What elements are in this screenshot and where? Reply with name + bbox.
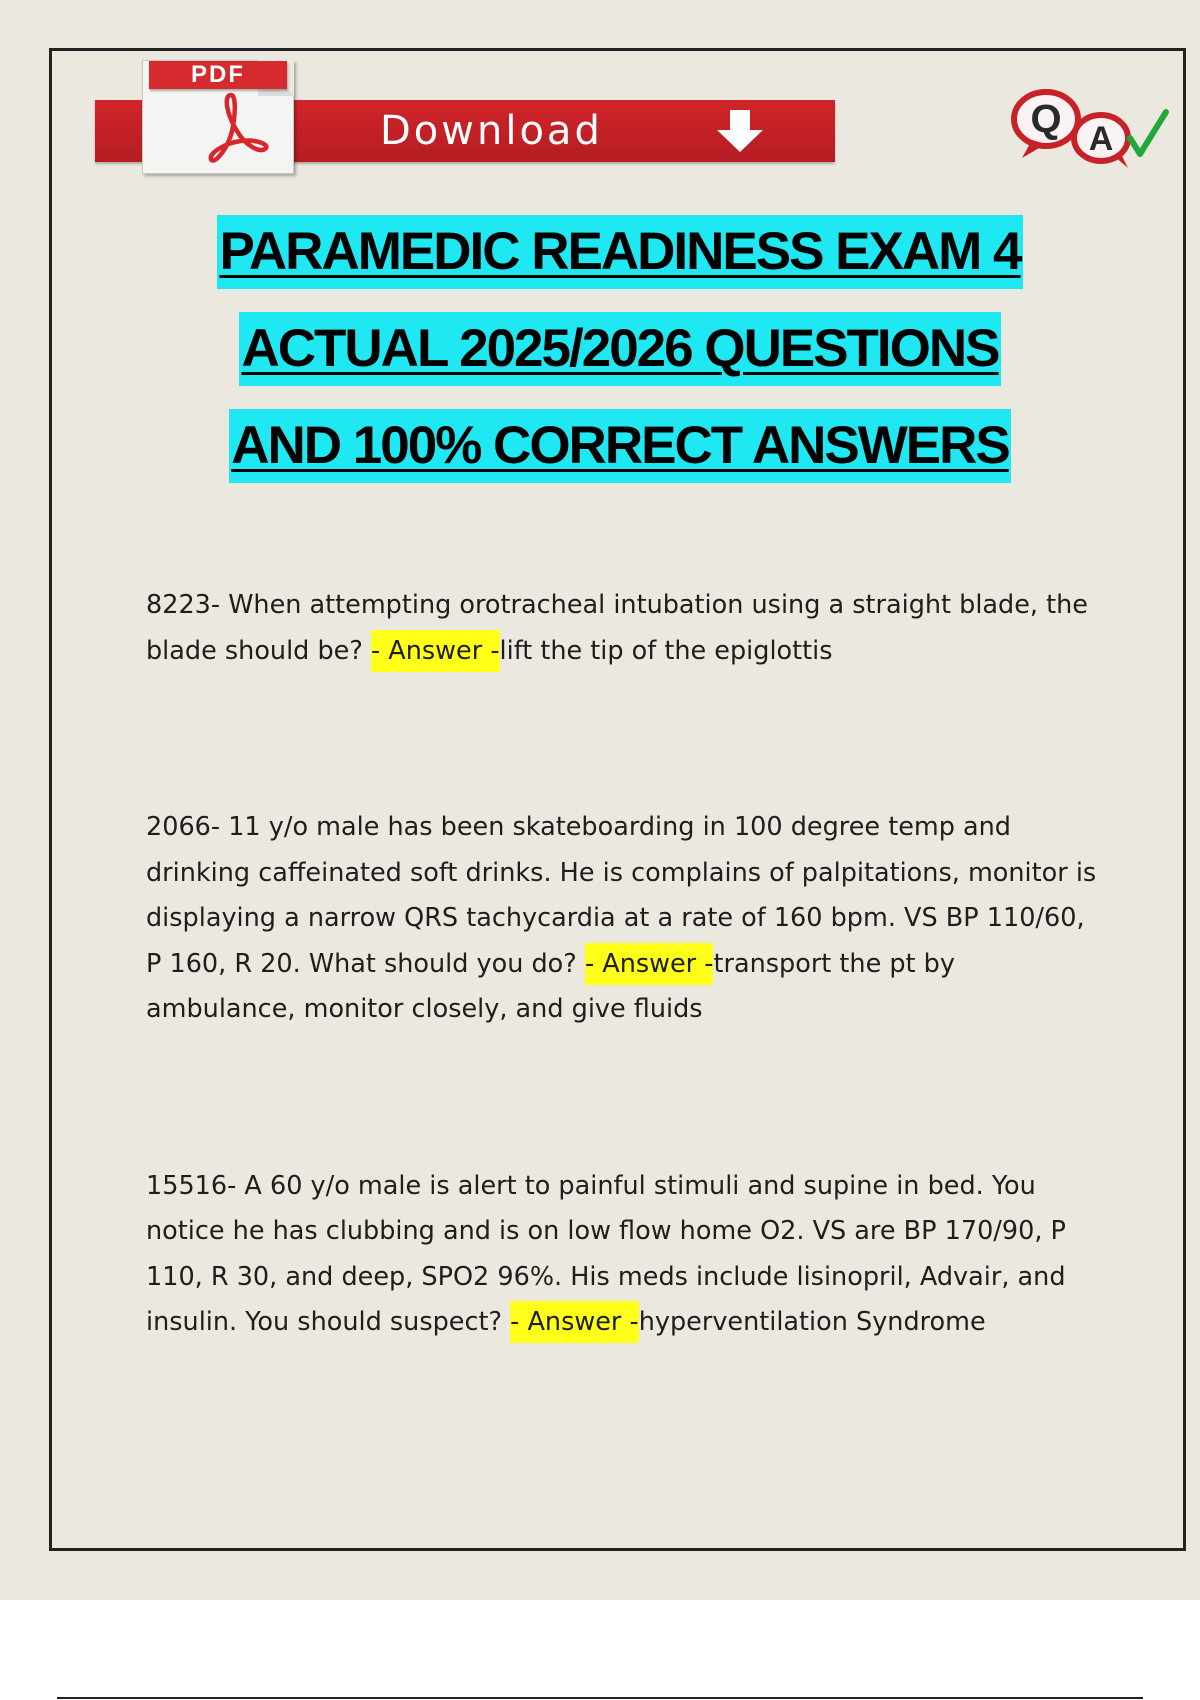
answer-text: lift the tip of the epiglottis <box>499 635 833 666</box>
answer-marker: - Answer - <box>585 943 714 985</box>
question-list <box>146 583 1106 1477</box>
question-text: 2066- 11 y/o male has been skateboarding in 100 degree temp and drinking caffeinated soft drinks. He is complains of palpitations, monitor is displaying a narrow QRS tachycardia at a rate of 160 bpm. VS BP 110/60, P 160, R 20. What should you do? <box>146 812 1097 979</box>
question-text: 15516- A 60 y/o male is alert to painful stimuli and supine in bed. You notice he has clubbing and is on low flow home O2. VS are BP 170/90, P 110, R 30, and deep, SPO2 96%. His meds include lisinopril, Advair, and insulin. You should suspect? <box>146 1170 1066 1337</box>
acrobat-icon <box>201 91 271 167</box>
down-arrow-icon <box>715 108 765 154</box>
question-item <box>146 583 1106 674</box>
answer-marker: - Answer - <box>371 630 500 672</box>
title-line-2: ACTUAL 2025/2026 QUESTIONS <box>239 312 1000 386</box>
bottom-divider <box>57 1697 1143 1699</box>
pdf-label: PDF <box>149 61 287 89</box>
logo-a: A <box>1088 120 1114 158</box>
logo-q: Q <box>1030 97 1062 141</box>
pdf-document-icon <box>142 60 294 174</box>
checkmark-icon <box>1130 112 1166 154</box>
answer-text: hyperventilation Syndrome <box>638 1307 986 1337</box>
title-line-1: PARAMEDIC READINESS EXAM 4 <box>217 215 1022 289</box>
question-item <box>146 1164 1106 1346</box>
question-text: 8223- When attempting orotracheal intubation using a straight blade, the blade should be? <box>146 590 1088 666</box>
answer-marker: - Answer - <box>510 1301 639 1343</box>
qa-logo <box>1010 82 1170 172</box>
download-label[interactable]: Download <box>380 108 603 154</box>
document-title <box>0 215 1200 506</box>
question-item <box>146 805 1106 1033</box>
pdf-download-banner[interactable] <box>95 58 840 173</box>
title-line-3: AND 100% CORRECT ANSWERS <box>229 409 1011 483</box>
answer-text: transport the pt by ambulance, monitor closely, and give fluids <box>146 948 955 1024</box>
qa-bubbles-icon <box>1010 82 1170 172</box>
